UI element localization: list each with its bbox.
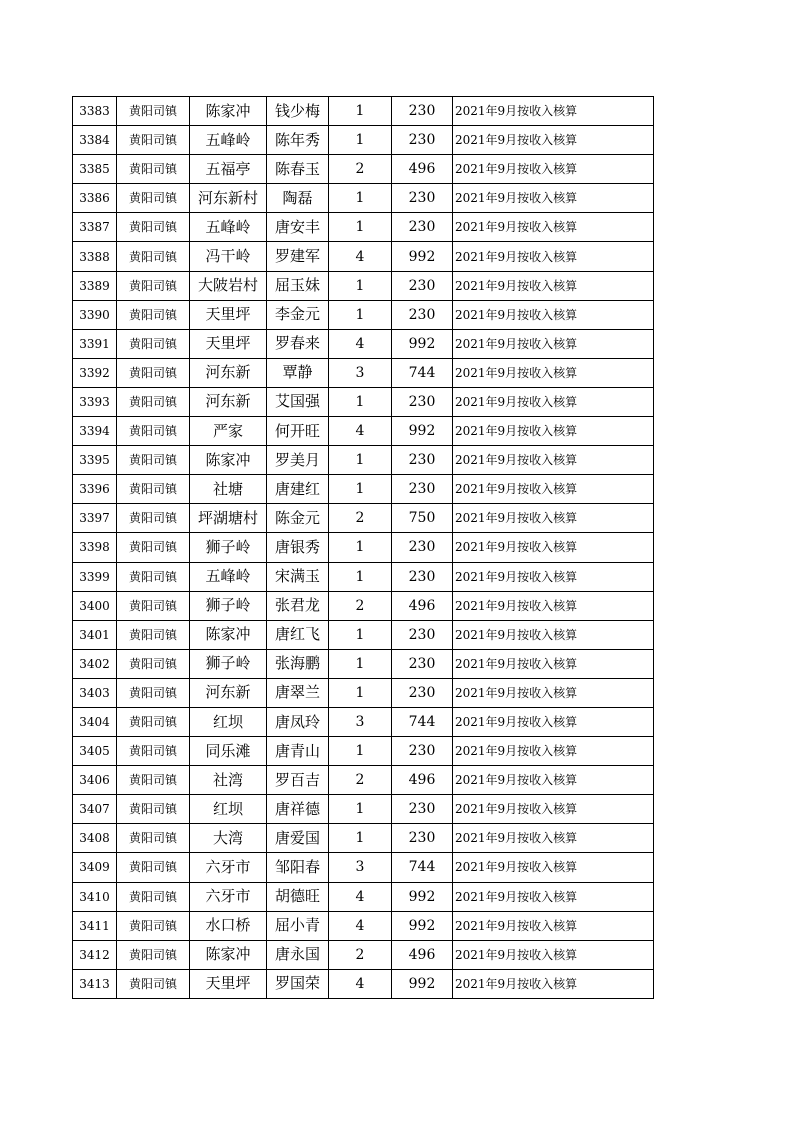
record-id-cell: 3406: [73, 766, 117, 795]
record-id-cell: 3387: [73, 213, 117, 242]
record-id-cell: 3412: [73, 940, 117, 969]
note-cell: 2021年9月按收入核算: [453, 504, 654, 533]
amount-cell: 230: [392, 184, 453, 213]
town-cell: 黄阳司镇: [117, 969, 190, 998]
table-row: [73, 911, 654, 940]
note-cell: 2021年9月按收入核算: [453, 853, 654, 882]
town-cell: 黄阳司镇: [117, 620, 190, 649]
amount-cell: 992: [392, 969, 453, 998]
amount-cell: 230: [392, 213, 453, 242]
household-count-cell: 1: [329, 562, 392, 591]
note-cell: 2021年9月按收入核算: [453, 707, 654, 736]
village-cell: 五峰岭: [190, 126, 267, 155]
village-cell: 狮子岭: [190, 649, 267, 678]
record-id-cell: 3413: [73, 969, 117, 998]
name-cell: 唐祥德: [267, 795, 329, 824]
name-cell: 唐永国: [267, 940, 329, 969]
amount-cell: 230: [392, 446, 453, 475]
household-count-cell: 2: [329, 155, 392, 184]
amount-cell: 230: [392, 300, 453, 329]
records-table-body: [73, 97, 654, 999]
household-count-cell: 2: [329, 940, 392, 969]
note-cell: 2021年9月按收入核算: [453, 271, 654, 300]
note-cell: 2021年9月按收入核算: [453, 300, 654, 329]
village-cell: 社湾: [190, 766, 267, 795]
household-count-cell: 4: [329, 969, 392, 998]
name-cell: 胡德旺: [267, 882, 329, 911]
village-cell: 严家: [190, 417, 267, 446]
note-cell: 2021年9月按收入核算: [453, 126, 654, 155]
household-count-cell: 1: [329, 387, 392, 416]
town-cell: 黄阳司镇: [117, 242, 190, 271]
note-cell: 2021年9月按收入核算: [453, 97, 654, 126]
table-row: [73, 737, 654, 766]
table-row: [73, 853, 654, 882]
record-id-cell: 3383: [73, 97, 117, 126]
table-row: [73, 329, 654, 358]
name-cell: 李金元: [267, 300, 329, 329]
village-cell: 水口桥: [190, 911, 267, 940]
note-cell: 2021年9月按收入核算: [453, 766, 654, 795]
village-cell: 五峰岭: [190, 213, 267, 242]
amount-cell: 230: [392, 475, 453, 504]
amount-cell: 992: [392, 882, 453, 911]
record-id-cell: 3396: [73, 475, 117, 504]
name-cell: 陈年秀: [267, 126, 329, 155]
household-count-cell: 1: [329, 649, 392, 678]
table-row: [73, 155, 654, 184]
name-cell: 何开旺: [267, 417, 329, 446]
table-row: [73, 271, 654, 300]
village-cell: 天里坪: [190, 329, 267, 358]
town-cell: 黄阳司镇: [117, 824, 190, 853]
table-row: [73, 591, 654, 620]
note-cell: 2021年9月按收入核算: [453, 591, 654, 620]
record-id-cell: 3400: [73, 591, 117, 620]
household-count-cell: 1: [329, 533, 392, 562]
village-cell: 陈家冲: [190, 620, 267, 649]
table-row: [73, 184, 654, 213]
name-cell: 罗国荣: [267, 969, 329, 998]
town-cell: 黄阳司镇: [117, 591, 190, 620]
name-cell: 罗百吉: [267, 766, 329, 795]
record-id-cell: 3411: [73, 911, 117, 940]
household-count-cell: 1: [329, 213, 392, 242]
town-cell: 黄阳司镇: [117, 329, 190, 358]
table-row: [73, 97, 654, 126]
town-cell: 黄阳司镇: [117, 387, 190, 416]
name-cell: 钱少梅: [267, 97, 329, 126]
amount-cell: 230: [392, 97, 453, 126]
household-count-cell: 1: [329, 97, 392, 126]
village-cell: 狮子岭: [190, 591, 267, 620]
record-id-cell: 3404: [73, 707, 117, 736]
village-cell: 河东新: [190, 358, 267, 387]
name-cell: 陈春玉: [267, 155, 329, 184]
record-id-cell: 3386: [73, 184, 117, 213]
amount-cell: 744: [392, 707, 453, 736]
household-count-cell: 1: [329, 475, 392, 504]
note-cell: 2021年9月按收入核算: [453, 678, 654, 707]
table-row: [73, 882, 654, 911]
note-cell: 2021年9月按收入核算: [453, 940, 654, 969]
record-id-cell: 3397: [73, 504, 117, 533]
amount-cell: 992: [392, 329, 453, 358]
village-cell: 六牙市: [190, 853, 267, 882]
note-cell: 2021年9月按收入核算: [453, 475, 654, 504]
town-cell: 黄阳司镇: [117, 853, 190, 882]
town-cell: 黄阳司镇: [117, 795, 190, 824]
town-cell: 黄阳司镇: [117, 562, 190, 591]
town-cell: 黄阳司镇: [117, 300, 190, 329]
amount-cell: 496: [392, 591, 453, 620]
town-cell: 黄阳司镇: [117, 940, 190, 969]
amount-cell: 230: [392, 126, 453, 155]
household-count-cell: 4: [329, 417, 392, 446]
name-cell: 唐凤玲: [267, 707, 329, 736]
town-cell: 黄阳司镇: [117, 446, 190, 475]
table-row: [73, 446, 654, 475]
table-row: [73, 213, 654, 242]
household-count-cell: 2: [329, 504, 392, 533]
household-count-cell: 1: [329, 271, 392, 300]
record-id-cell: 3390: [73, 300, 117, 329]
town-cell: 黄阳司镇: [117, 707, 190, 736]
household-count-cell: 1: [329, 795, 392, 824]
household-count-cell: 4: [329, 882, 392, 911]
amount-cell: 230: [392, 271, 453, 300]
name-cell: 唐银秀: [267, 533, 329, 562]
record-id-cell: 3407: [73, 795, 117, 824]
name-cell: 陶磊: [267, 184, 329, 213]
table-row: [73, 417, 654, 446]
name-cell: 邹阳春: [267, 853, 329, 882]
table-row: [73, 358, 654, 387]
household-count-cell: 4: [329, 911, 392, 940]
table-row: [73, 649, 654, 678]
village-cell: 陈家冲: [190, 446, 267, 475]
village-cell: 红坝: [190, 795, 267, 824]
household-count-cell: 4: [329, 242, 392, 271]
village-cell: 天里坪: [190, 969, 267, 998]
name-cell: 唐爱国: [267, 824, 329, 853]
name-cell: 唐安丰: [267, 213, 329, 242]
record-id-cell: 3393: [73, 387, 117, 416]
name-cell: 宋满玉: [267, 562, 329, 591]
table-row: [73, 300, 654, 329]
village-cell: 陈家冲: [190, 97, 267, 126]
amount-cell: 496: [392, 766, 453, 795]
village-cell: 河东新: [190, 387, 267, 416]
record-id-cell: 3388: [73, 242, 117, 271]
note-cell: 2021年9月按收入核算: [453, 417, 654, 446]
record-id-cell: 3401: [73, 620, 117, 649]
household-count-cell: 1: [329, 184, 392, 213]
village-cell: 陈家冲: [190, 940, 267, 969]
amount-cell: 230: [392, 387, 453, 416]
table-row: [73, 766, 654, 795]
note-cell: 2021年9月按收入核算: [453, 911, 654, 940]
table-row: [73, 562, 654, 591]
household-count-cell: 1: [329, 446, 392, 475]
note-cell: 2021年9月按收入核算: [453, 446, 654, 475]
name-cell: 罗春来: [267, 329, 329, 358]
table-row: [73, 940, 654, 969]
record-id-cell: 3405: [73, 737, 117, 766]
amount-cell: 230: [392, 562, 453, 591]
amount-cell: 230: [392, 649, 453, 678]
amount-cell: 992: [392, 417, 453, 446]
note-cell: 2021年9月按收入核算: [453, 242, 654, 271]
name-cell: 张君龙: [267, 591, 329, 620]
record-id-cell: 3391: [73, 329, 117, 358]
record-id-cell: 3409: [73, 853, 117, 882]
name-cell: 罗美月: [267, 446, 329, 475]
town-cell: 黄阳司镇: [117, 358, 190, 387]
record-id-cell: 3408: [73, 824, 117, 853]
amount-cell: 230: [392, 795, 453, 824]
note-cell: 2021年9月按收入核算: [453, 184, 654, 213]
amount-cell: 496: [392, 940, 453, 969]
village-cell: 冯干岭: [190, 242, 267, 271]
table-row: [73, 475, 654, 504]
amount-cell: 744: [392, 358, 453, 387]
name-cell: 唐建红: [267, 475, 329, 504]
village-cell: 坪湖塘村: [190, 504, 267, 533]
village-cell: 狮子岭: [190, 533, 267, 562]
note-cell: 2021年9月按收入核算: [453, 358, 654, 387]
name-cell: 罗建军: [267, 242, 329, 271]
amount-cell: 230: [392, 620, 453, 649]
note-cell: 2021年9月按收入核算: [453, 649, 654, 678]
town-cell: 黄阳司镇: [117, 271, 190, 300]
table-row: [73, 533, 654, 562]
amount-cell: 744: [392, 853, 453, 882]
table-row: [73, 620, 654, 649]
amount-cell: 496: [392, 155, 453, 184]
town-cell: 黄阳司镇: [117, 882, 190, 911]
name-cell: 唐青山: [267, 737, 329, 766]
amount-cell: 230: [392, 533, 453, 562]
town-cell: 黄阳司镇: [117, 213, 190, 242]
household-count-cell: 1: [329, 824, 392, 853]
table-row: [73, 126, 654, 155]
note-cell: 2021年9月按收入核算: [453, 795, 654, 824]
record-id-cell: 3402: [73, 649, 117, 678]
household-count-cell: 3: [329, 853, 392, 882]
household-count-cell: 2: [329, 591, 392, 620]
table-row: [73, 969, 654, 998]
village-cell: 六牙市: [190, 882, 267, 911]
record-id-cell: 3410: [73, 882, 117, 911]
records-table: [72, 96, 654, 999]
town-cell: 黄阳司镇: [117, 766, 190, 795]
village-cell: 河东新村: [190, 184, 267, 213]
household-count-cell: 1: [329, 620, 392, 649]
record-id-cell: 3399: [73, 562, 117, 591]
amount-cell: 992: [392, 911, 453, 940]
table-row: [73, 795, 654, 824]
note-cell: 2021年9月按收入核算: [453, 824, 654, 853]
record-id-cell: 3403: [73, 678, 117, 707]
amount-cell: 992: [392, 242, 453, 271]
household-count-cell: 1: [329, 678, 392, 707]
name-cell: 张海鹏: [267, 649, 329, 678]
name-cell: 艾国强: [267, 387, 329, 416]
town-cell: 黄阳司镇: [117, 97, 190, 126]
name-cell: 屈小青: [267, 911, 329, 940]
town-cell: 黄阳司镇: [117, 126, 190, 155]
table-row: [73, 504, 654, 533]
household-count-cell: 3: [329, 707, 392, 736]
town-cell: 黄阳司镇: [117, 184, 190, 213]
amount-cell: 750: [392, 504, 453, 533]
table-row: [73, 824, 654, 853]
name-cell: 覃静: [267, 358, 329, 387]
household-count-cell: 1: [329, 126, 392, 155]
table-row: [73, 707, 654, 736]
record-id-cell: 3384: [73, 126, 117, 155]
note-cell: 2021年9月按收入核算: [453, 620, 654, 649]
table-row: [73, 678, 654, 707]
village-cell: 五福亭: [190, 155, 267, 184]
record-id-cell: 3394: [73, 417, 117, 446]
name-cell: 唐翠兰: [267, 678, 329, 707]
town-cell: 黄阳司镇: [117, 533, 190, 562]
record-id-cell: 3385: [73, 155, 117, 184]
record-id-cell: 3395: [73, 446, 117, 475]
village-cell: 大陂岩村: [190, 271, 267, 300]
village-cell: 社塘: [190, 475, 267, 504]
note-cell: 2021年9月按收入核算: [453, 155, 654, 184]
town-cell: 黄阳司镇: [117, 417, 190, 446]
town-cell: 黄阳司镇: [117, 475, 190, 504]
note-cell: 2021年9月按收入核算: [453, 882, 654, 911]
village-cell: 大湾: [190, 824, 267, 853]
amount-cell: 230: [392, 737, 453, 766]
record-id-cell: 3389: [73, 271, 117, 300]
household-count-cell: 3: [329, 358, 392, 387]
table-row: [73, 242, 654, 271]
village-cell: 红坝: [190, 707, 267, 736]
village-cell: 五峰岭: [190, 562, 267, 591]
name-cell: 陈金元: [267, 504, 329, 533]
note-cell: 2021年9月按收入核算: [453, 737, 654, 766]
name-cell: 唐红飞: [267, 620, 329, 649]
household-count-cell: 1: [329, 300, 392, 329]
amount-cell: 230: [392, 678, 453, 707]
household-count-cell: 1: [329, 737, 392, 766]
village-cell: 河东新: [190, 678, 267, 707]
town-cell: 黄阳司镇: [117, 649, 190, 678]
table-row: [73, 387, 654, 416]
name-cell: 屈玉妹: [267, 271, 329, 300]
note-cell: 2021年9月按收入核算: [453, 562, 654, 591]
amount-cell: 230: [392, 824, 453, 853]
household-count-cell: 2: [329, 766, 392, 795]
village-cell: 同乐滩: [190, 737, 267, 766]
note-cell: 2021年9月按收入核算: [453, 329, 654, 358]
village-cell: 天里坪: [190, 300, 267, 329]
town-cell: 黄阳司镇: [117, 504, 190, 533]
record-id-cell: 3398: [73, 533, 117, 562]
note-cell: 2021年9月按收入核算: [453, 533, 654, 562]
record-id-cell: 3392: [73, 358, 117, 387]
household-count-cell: 4: [329, 329, 392, 358]
town-cell: 黄阳司镇: [117, 911, 190, 940]
town-cell: 黄阳司镇: [117, 737, 190, 766]
note-cell: 2021年9月按收入核算: [453, 969, 654, 998]
note-cell: 2021年9月按收入核算: [453, 387, 654, 416]
town-cell: 黄阳司镇: [117, 155, 190, 184]
note-cell: 2021年9月按收入核算: [453, 213, 654, 242]
town-cell: 黄阳司镇: [117, 678, 190, 707]
